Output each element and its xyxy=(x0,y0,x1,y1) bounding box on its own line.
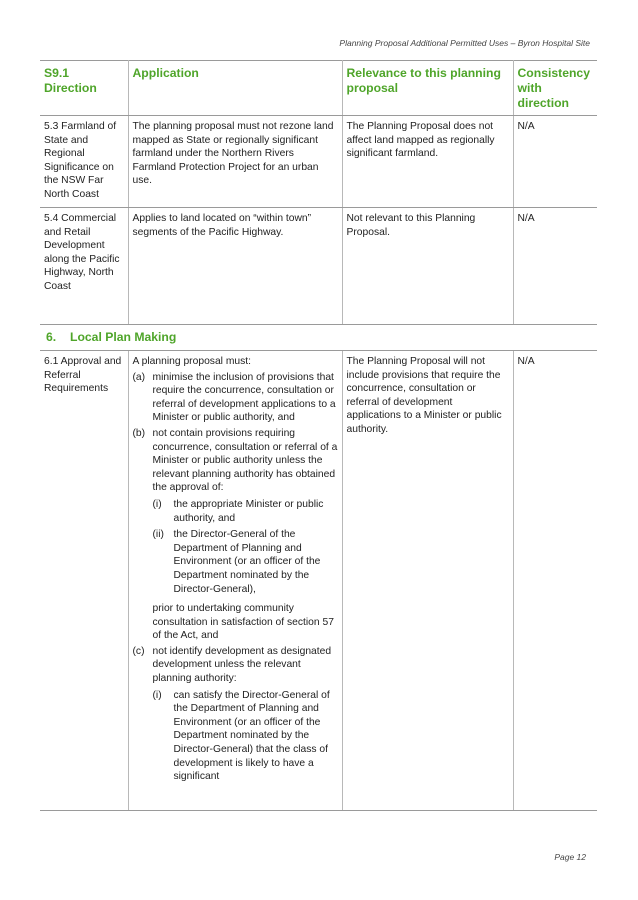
direction-cell: 5.3 Farmland of State and Regional Significance on the NSW Far North Coast xyxy=(40,116,128,208)
table-row xyxy=(40,351,597,811)
application-cell xyxy=(128,351,342,811)
list-continuation-text: prior to undertaking community consultation in satisfaction of section 57 of the Act, and xyxy=(152,603,334,642)
column-header-application: Application xyxy=(128,61,342,116)
consistency-cell: N/A xyxy=(513,208,597,325)
list-item-text: not identify development as designated development unless the relevant planning authority: xyxy=(152,645,332,685)
application-intro: A planning proposal must: xyxy=(132,356,251,367)
column-header-consistency: Consistency with direction xyxy=(513,61,597,116)
list-item xyxy=(133,371,339,425)
consistency-cell: N/A xyxy=(513,116,597,208)
sub-list xyxy=(153,689,339,784)
section-heading-row xyxy=(40,325,597,351)
list-marker: (c) xyxy=(132,645,145,657)
table-row xyxy=(40,116,597,208)
running-header: Planning Proposal Additional Permitted Uses – Byron Hospital Site xyxy=(339,38,590,48)
list-marker: (i) xyxy=(152,689,162,701)
page-number: Page 12 xyxy=(554,852,586,862)
list-marker: (i) xyxy=(152,498,162,510)
sub-list-item xyxy=(153,498,339,525)
column-header-direction: S9.1 Direction xyxy=(40,61,128,116)
table-header-row xyxy=(40,61,597,116)
list-item xyxy=(133,645,339,784)
list-item-text: minimise the inclusion of provisions that require the concurrence, consultation or referral of development applications to a Minister or public authority, and xyxy=(152,371,336,424)
direction-cell: 5.4 Commercial and Retail Development along the Pacific Highway, North Coast xyxy=(40,208,128,325)
list-marker: (b) xyxy=(132,427,146,439)
application-cell: Applies to land located on “within town” segments of the Pacific Highway. xyxy=(128,208,342,325)
requirement-list xyxy=(133,371,339,597)
section-title: Local Plan Making xyxy=(70,330,177,344)
relevance-cell: The Planning Proposal will not include provisions that require the concurrence, consultation or referral of development applications to a Minister or public authority. xyxy=(342,351,513,811)
s91-direction-table xyxy=(40,60,597,811)
list-marker: (a) xyxy=(132,371,146,383)
sub-list xyxy=(153,498,339,596)
sub-list-item-text: can satisfy the Director-General of the Department of Planning and Environment (or an officer of the Department nominated by the Director-General) that the class of development is likely to have a significant xyxy=(173,689,330,783)
sub-list-item-text: the Director-General of the Department of Planning and Environment (or an officer of the Department nominated by the Director-General), xyxy=(173,529,321,595)
section-number: 6. xyxy=(46,330,57,344)
application-cell: The planning proposal must not rezone land mapped as State or regionally significant farmland under the Northern Rivers Farmland Protection Project for an urban use. xyxy=(128,116,342,208)
column-header-relevance: Relevance to this planning proposal xyxy=(342,61,513,116)
list-item xyxy=(133,427,339,596)
list-item-text: not contain provisions requiring concurrence, consultation or referral of a Minister or public authority unless the relevant planning authority has obtained the approval of: xyxy=(152,427,338,494)
section-heading xyxy=(40,325,597,351)
direction-cell: 6.1 Approval and Referral Requirements xyxy=(40,351,128,811)
relevance-cell: The Planning Proposal does not affect land mapped as regionally significant farmland. xyxy=(342,116,513,208)
sub-list-item xyxy=(153,528,339,596)
list-marker: (ii) xyxy=(152,529,164,541)
sub-list-item xyxy=(153,689,339,784)
table-row xyxy=(40,208,597,325)
sub-list-item-text: the appropriate Minister or public authority, and xyxy=(173,498,324,524)
relevance-cell: Not relevant to this Planning Proposal. xyxy=(342,208,513,325)
requirement-list-continued xyxy=(133,645,339,784)
consistency-cell: N/A xyxy=(513,351,597,811)
